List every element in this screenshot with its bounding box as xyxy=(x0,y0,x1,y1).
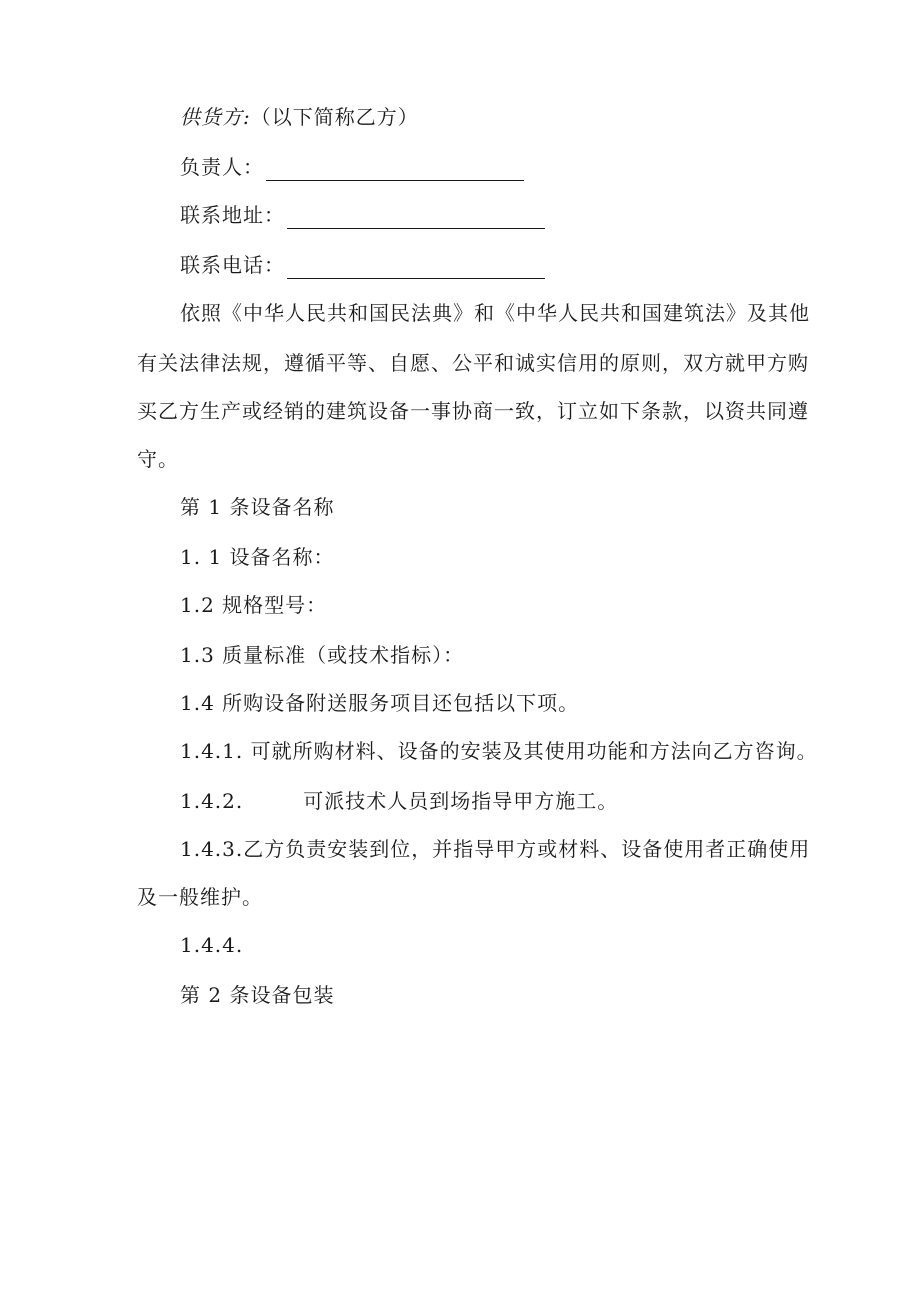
party-b-address-row xyxy=(180,201,545,229)
item-1-4-2-text: 可派技术人员到场指导甲方施工。 xyxy=(303,789,619,813)
phone-label: 联系电话： xyxy=(180,253,285,277)
item-1-4-1: 1.4.1. 可就所购材料、设备的安装及其使用功能和方法向乙方咨询。 xyxy=(180,739,818,763)
address-blank[interactable] xyxy=(287,208,545,229)
party-b-phone-row xyxy=(180,251,545,279)
party-b-note: （以下简称乙方） xyxy=(250,105,419,129)
party-b-heading xyxy=(180,103,419,131)
item-1-4: 1.4 所购设备附送服务项目还包括以下项。 xyxy=(180,691,580,715)
item-1-4-3-line-2: 及一般维护。 xyxy=(137,885,263,909)
article-2-title: 第 2 条设备包装 xyxy=(180,983,335,1007)
article-1-title: 第 1 条设备名称 xyxy=(180,495,335,519)
item-1-4-4: 1.4.4. xyxy=(180,933,244,957)
preamble-line-2: 有关法律法规，遵循平等、自愿、公平和诚实信用的原则，双方就甲方购 xyxy=(137,351,809,375)
person-label: 负责人： xyxy=(180,155,264,179)
preamble-line-4: 守。 xyxy=(137,447,179,471)
item-1-1: 1. 1 设备名称： xyxy=(180,545,335,569)
person-blank[interactable] xyxy=(266,160,524,181)
party-b-person-row xyxy=(180,153,524,181)
phone-blank[interactable] xyxy=(287,258,545,279)
address-label: 联系地址： xyxy=(180,203,285,227)
item-1-4-3-line-1: 1.4.3.乙方负责安装到位，并指导甲方或材料、设备使用者正确使用 xyxy=(180,837,811,861)
item-1-2: 1.2 规格型号： xyxy=(180,593,328,617)
preamble-line-1: 依照《中华人民共和国民法典》和《中华人民共和国建筑法》及其他 xyxy=(180,301,810,325)
item-1-4-2 xyxy=(180,787,618,815)
preamble-line-3: 买乙方生产或经销的建筑设备一事协商一致，订立如下条款，以资共同遵 xyxy=(137,399,809,423)
item-1-3: 1.3 质量标准（或技术指标）： xyxy=(180,643,465,667)
item-1-4-2-number: 1.4.2. xyxy=(180,789,244,813)
party-b-label: 供货方: xyxy=(180,105,251,129)
